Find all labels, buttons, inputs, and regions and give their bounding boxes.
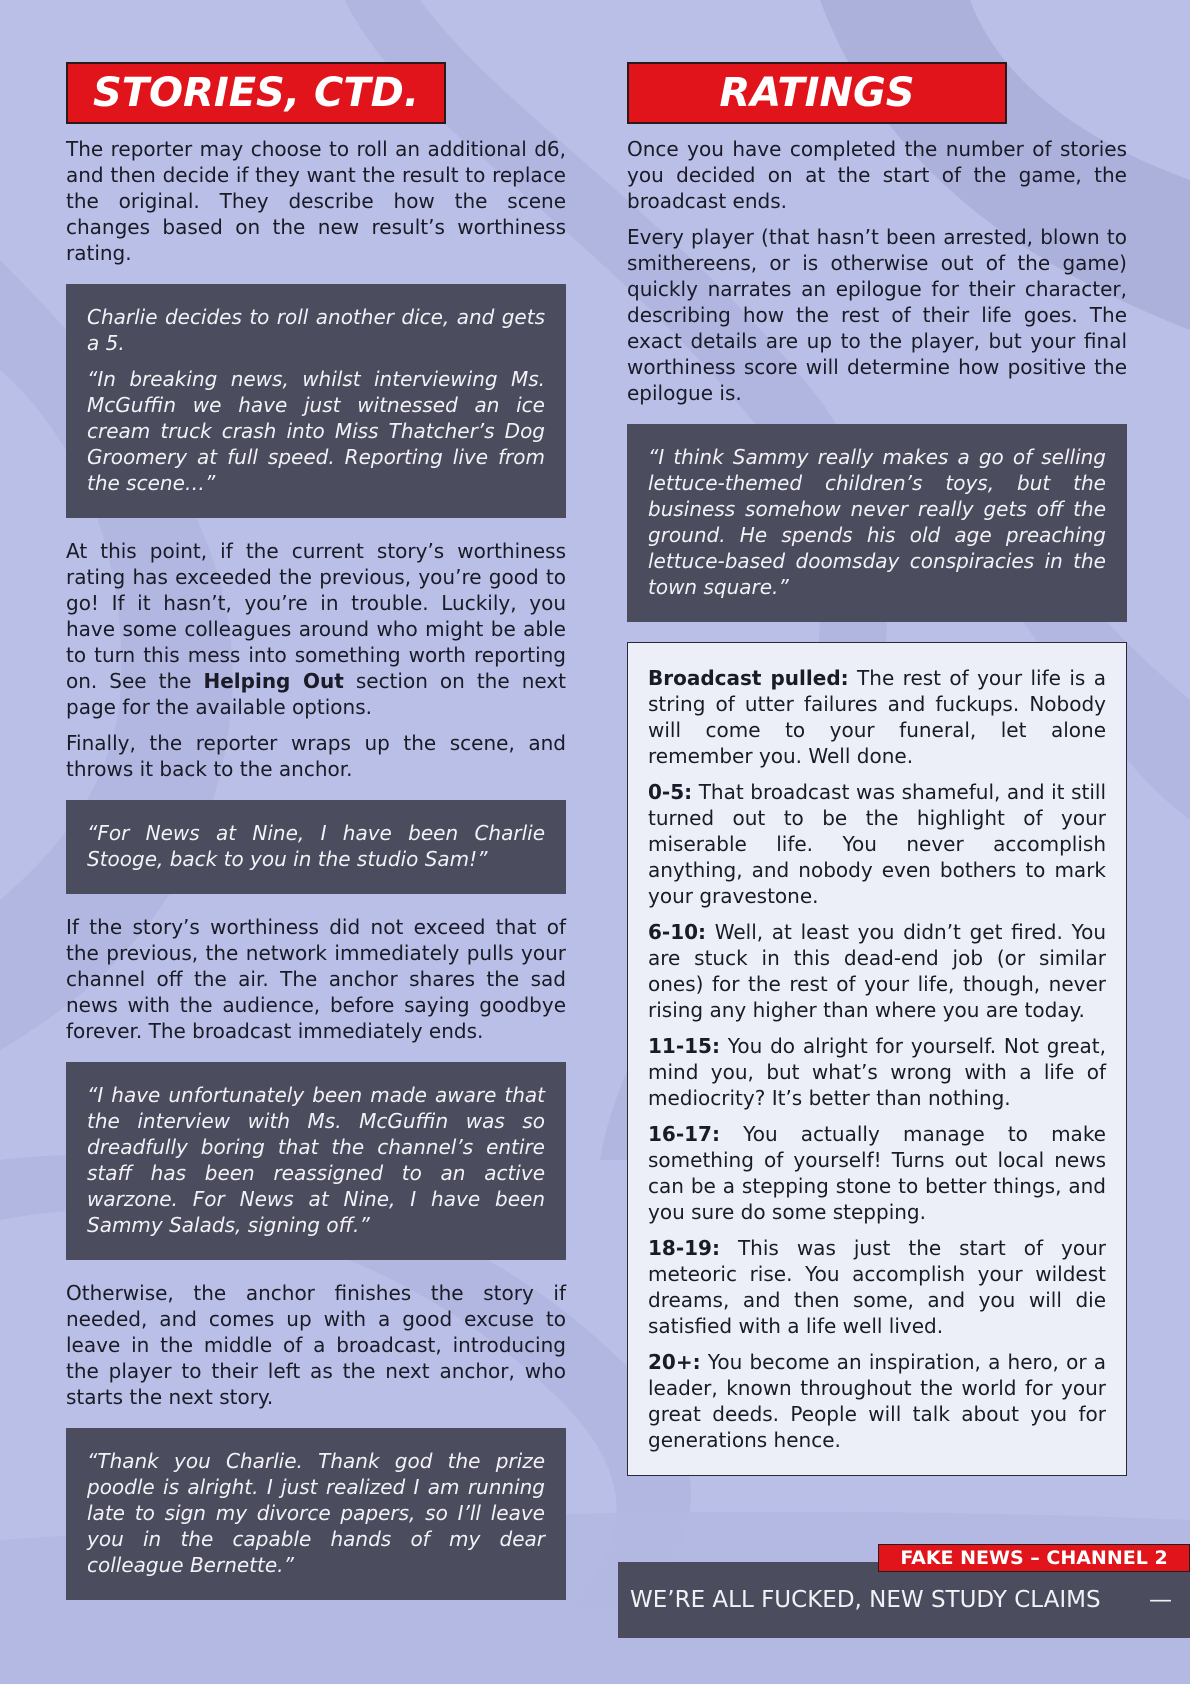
quote-epilogue-text: “I think Sammy really makes a go of selling lettuce-themed children’s toys, but the business somehow never really gets off the ground. He spends his old age preaching lettuce-based doomsday conspiracies in the town square.” xyxy=(648,445,1106,599)
rating-label: 18-19: xyxy=(648,1236,720,1260)
example-quote-signoff xyxy=(66,800,566,894)
helping-out-reference: Helping Out xyxy=(203,669,344,693)
rating-text: You actually manage to make something of yourself! Turns out local news can be a stepping stone to better things, and you sure do some stepping. xyxy=(648,1122,1106,1224)
ratings-heading: RATINGS xyxy=(719,70,915,116)
left-column xyxy=(66,62,566,1620)
worthiness-text-b: section on the next page for the available options. xyxy=(66,669,566,719)
rating-text: This was just the start of your meteoric rise. You accomplish your wildest dreams, and then some, and you will die satisfied with a life well lived. xyxy=(648,1236,1106,1338)
ratings-list xyxy=(627,642,1127,1476)
rating-label: Broadcast pulled: xyxy=(648,666,849,690)
quote-handoff-text: “Thank you Charlie. Thank god the prize poodle is alright. I just realized I am running late to sign my divorce papers, so I’ll leave you in the capable hands of my dear colleague Bernette.” xyxy=(87,1449,545,1577)
example-quote-epilogue xyxy=(627,424,1127,622)
stories-ctd-heading-box xyxy=(66,62,446,124)
rating-label: 0-5: xyxy=(648,780,693,804)
rating-item xyxy=(648,665,1106,769)
quote-pulled-text: “I have unfortunately been made aware that the interview with Ms. McGuffin was so dreadfully boring that the channel’s entire staff has been reassigned to an active warzone. For News at Nine, I have been Sammy Salads, signing off.” xyxy=(87,1083,545,1237)
rating-item xyxy=(648,1349,1106,1453)
next-anchor-paragraph: Otherwise, the anchor finishes the story if needed, and comes up with a good excuse to leave in the middle of a broadcast, introducing the player to their left as the next anchor, who starts the next story. xyxy=(66,1281,566,1409)
rating-text: Well, at least you didn’t get fired. You are stuck in this dead-end job (or similar ones) for the rest of your life, though, never rising any higher than where you are today. xyxy=(648,920,1106,1022)
example-quote-handoff xyxy=(66,1428,566,1600)
news-ticker xyxy=(618,1562,1190,1638)
quote-reroll-line2: “In breaking news, whilst interviewing Ms. McGuffin we have just witnessed an ice cream truck crash into Miss Thatcher’s Dog Groomery at full speed. Reporting live from the scene…” xyxy=(87,367,545,495)
rating-label: 16-17: xyxy=(648,1122,720,1146)
rating-text: That broadcast was shameful, and it still turned out to be the highlight of your miserable life. You never accomplish anything, and nobody even bothers to mark your gravestone. xyxy=(648,780,1106,908)
worthiness-paragraph xyxy=(66,538,566,720)
rating-label: 20+: xyxy=(648,1350,701,1374)
channel-tag: FAKE NEWS – CHANNEL 2 xyxy=(878,1544,1190,1572)
rating-text: You become an inspiration, a hero, or a leader, known throughout the world for your great deeds. People will talk about you for generations hence. xyxy=(648,1350,1106,1452)
rating-item xyxy=(648,1235,1106,1339)
ticker-headline: WE’RE ALL FUCKED, NEW STUDY CLAIMS xyxy=(630,1587,1101,1613)
example-quote-reroll xyxy=(66,284,566,518)
broadcast-ends-paragraph: Once you have completed the number of stories you decided on at the start of the game, the broadcast ends. xyxy=(627,137,1127,213)
example-quote-pulled xyxy=(66,1062,566,1260)
rating-item xyxy=(648,779,1106,909)
quote-reroll-line1: Charlie decides to roll another dice, and gets a 5. xyxy=(87,305,545,355)
rating-label: 6-10: xyxy=(648,920,707,944)
pulled-broadcast-paragraph: If the story’s worthiness did not exceed that of the previous, the network immediately pulls your channel off the air. The anchor shares the sad news with the audience, before saying goodbye forever. The broadcast immediately ends. xyxy=(66,915,566,1043)
rating-item xyxy=(648,919,1106,1023)
ratings-heading-box xyxy=(627,62,1007,124)
ticker-dash: — xyxy=(1149,1587,1172,1613)
rating-text: The rest of your life is a string of utter failures and fuckups. Nobody will come to your funeral, let alone remember you. Well done. xyxy=(648,666,1106,768)
reroll-paragraph: The reporter may choose to roll an additional d6, and then decide if they want the result to replace the original. They describe how the scene changes based on the new result’s worthiness rating. xyxy=(66,137,566,265)
rating-item xyxy=(648,1033,1106,1111)
stories-ctd-heading: STORIES, CTD. xyxy=(92,70,420,116)
right-column xyxy=(627,62,1127,1476)
rating-item xyxy=(648,1121,1106,1225)
epilogue-paragraph: Every player (that hasn’t been arrested, blown to smithereens, or is otherwise out of the game) quickly narrates an epilogue for their character, describing how the rest of their life goes. The exact details are up to the player, but your final worthiness score will determine how positive the epilogue is. xyxy=(627,225,1127,405)
quote-signoff-text: “For News at Nine, I have been Charlie Stooge, back to you in the studio Sam!” xyxy=(87,821,545,871)
rating-text: You do alright for yourself. Not great, mind you, but what’s wrong with a life of mediocrity? It’s better than nothing. xyxy=(648,1034,1106,1110)
worthiness-text-a: At this point, if the current story’s worthiness rating has exceeded the previous, you’re good to go! If it hasn’t, you’re in trouble. Luckily, you have some colleagues around who might be able to turn this mess into something worth reporting on. See the xyxy=(66,539,566,693)
wrap-up-paragraph: Finally, the reporter wraps up the scene, and throws it back to the anchor. xyxy=(66,731,566,781)
rating-label: 11-15: xyxy=(648,1034,720,1058)
